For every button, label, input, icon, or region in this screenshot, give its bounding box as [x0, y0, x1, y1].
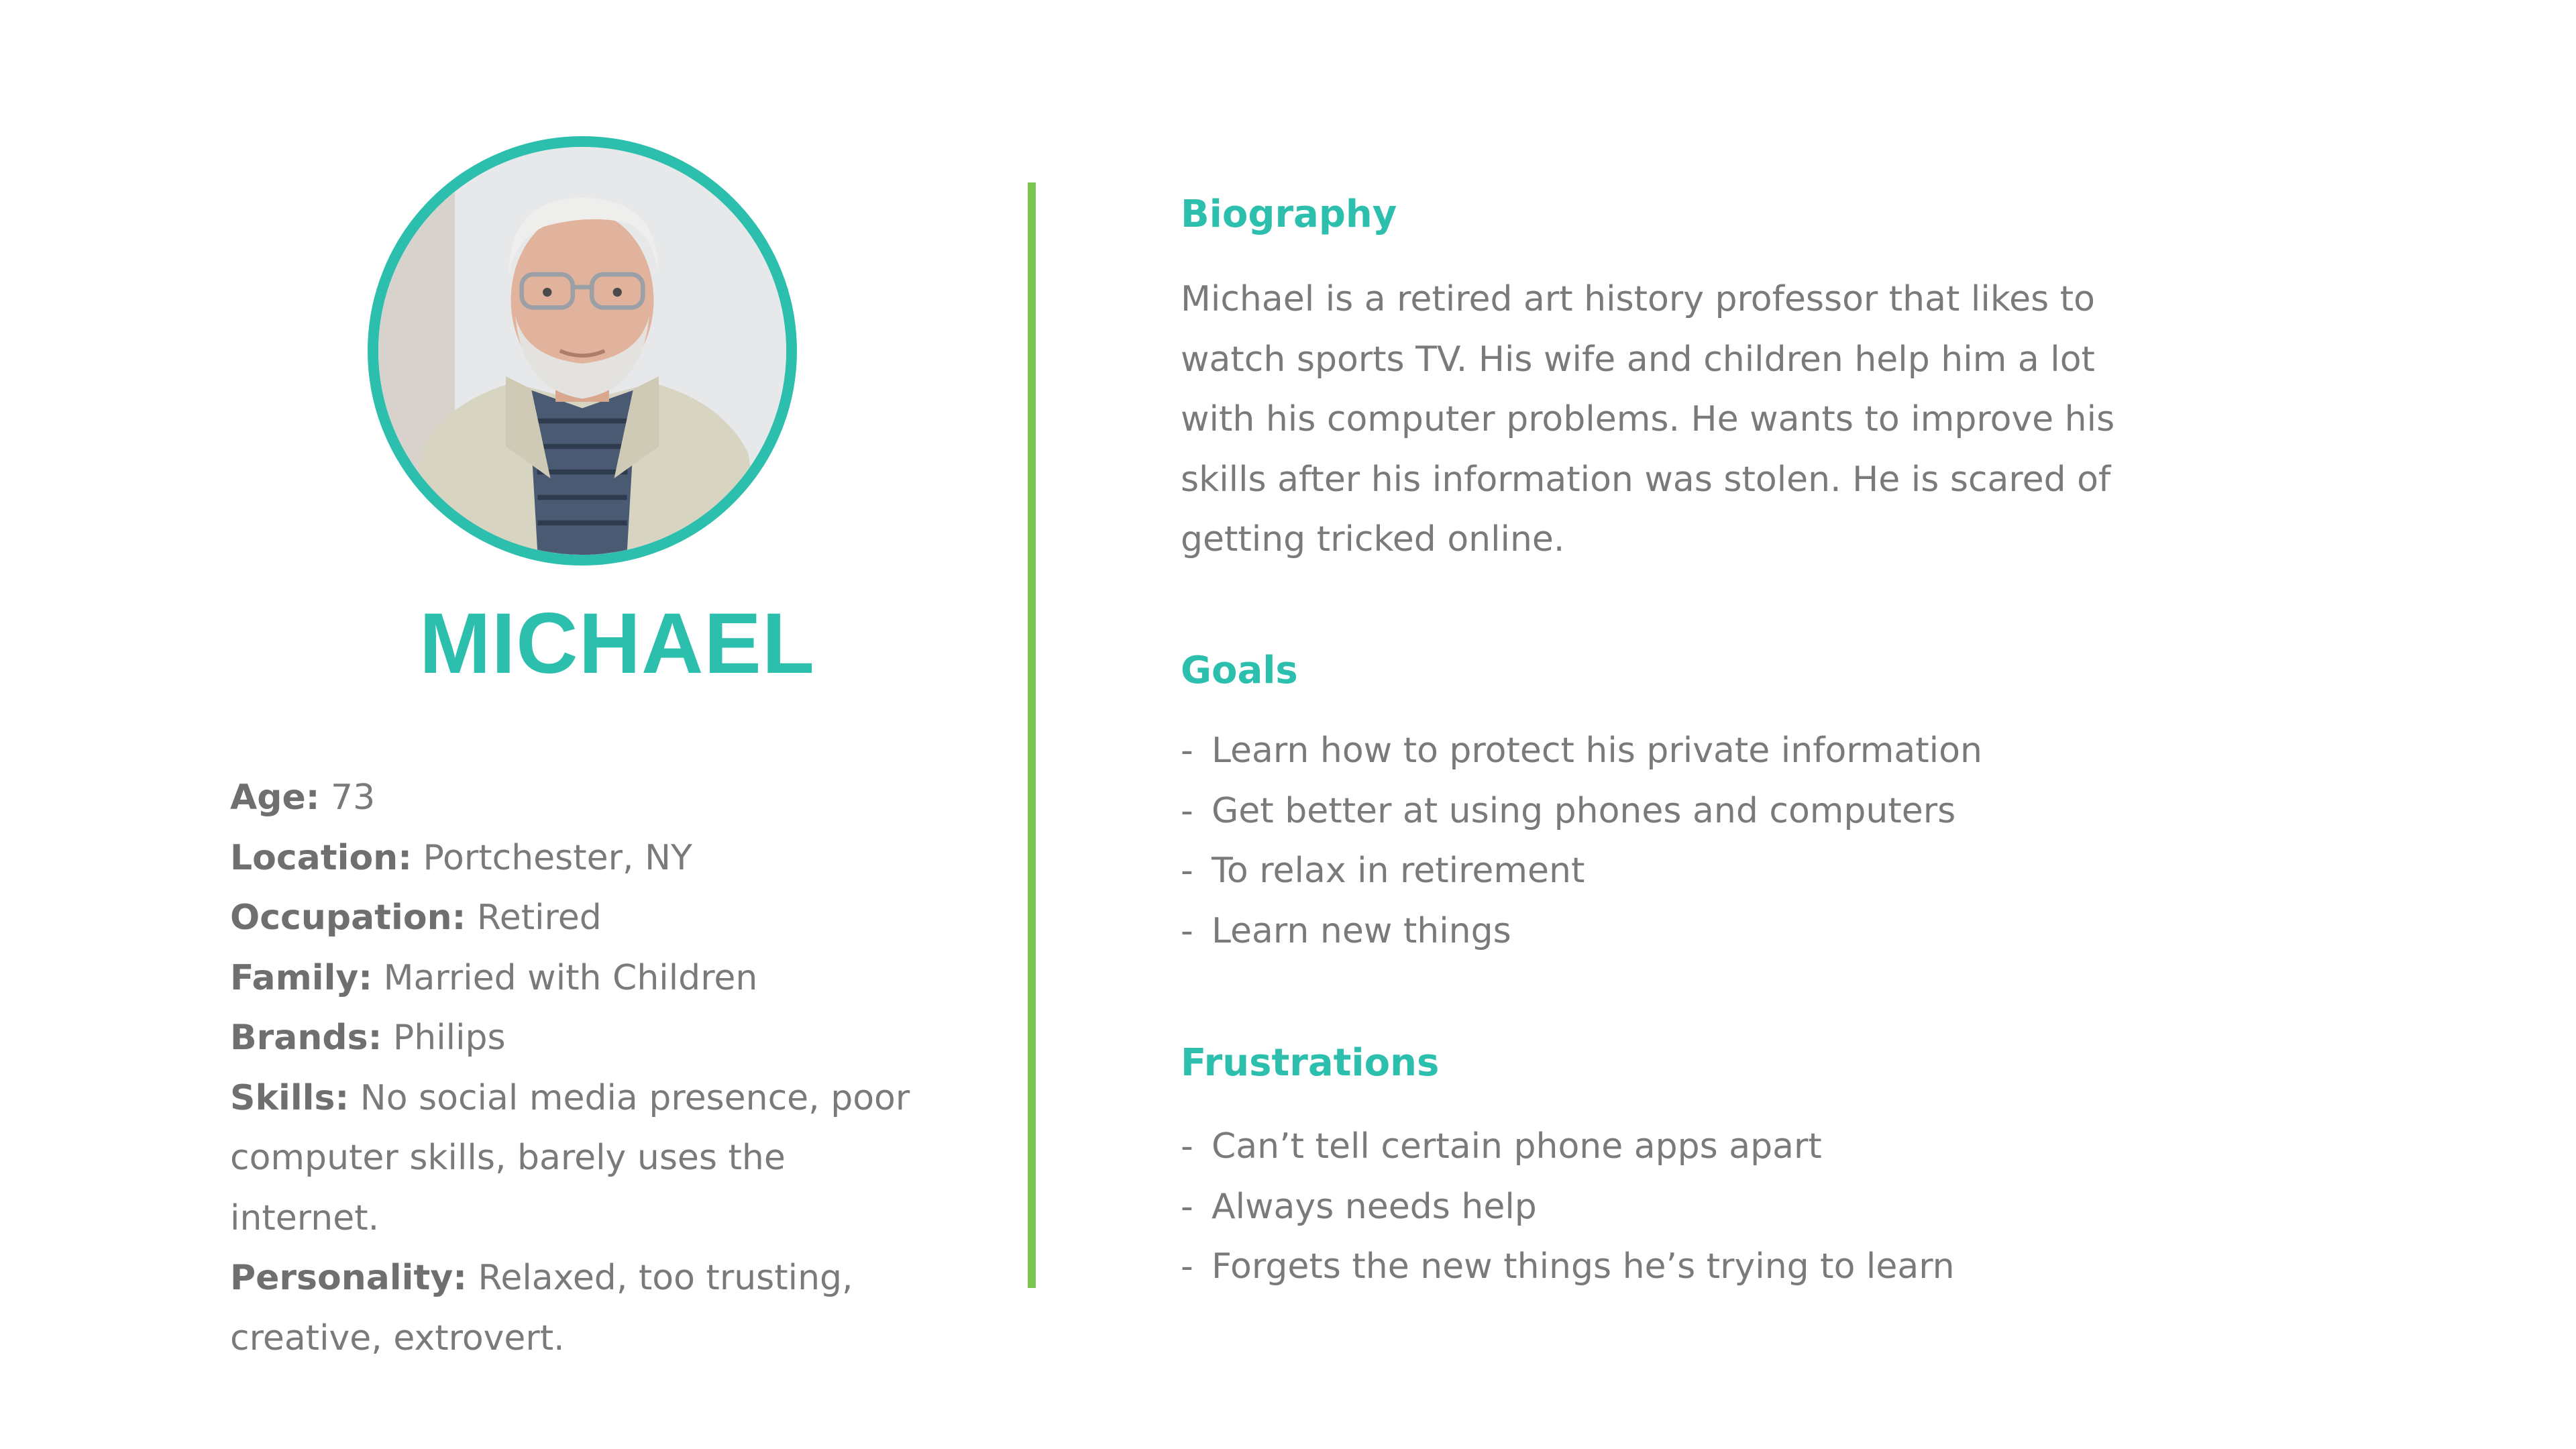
bullet-dash: -: [1181, 1186, 1193, 1227]
fact-label: Location:: [230, 837, 412, 878]
bullet-dash: -: [1181, 851, 1193, 891]
frustrations-list: [1181, 1117, 2254, 1297]
frustration-text: Forgets the new things he’s trying to learn: [1212, 1246, 1955, 1287]
fact-brands: [230, 1008, 934, 1069]
list-item: [1181, 782, 2254, 842]
bullet-dash: -: [1181, 790, 1193, 831]
persona-photo: [368, 136, 797, 566]
fact-label: Brands:: [230, 1018, 382, 1058]
list-item: [1181, 1177, 2254, 1238]
persona-name: MICHAEL: [419, 596, 816, 692]
goal-text: Learn new things: [1212, 910, 1511, 951]
bullet-dash: -: [1181, 731, 1193, 771]
goal-text: To relax in retirement: [1212, 851, 1585, 891]
list-item: [1181, 721, 2254, 782]
fact-label: Skills:: [230, 1077, 350, 1118]
goal-text: Get better at using phones and computers: [1212, 790, 1956, 831]
fact-value: Relaxed, too trusting, creative, extrovert.: [230, 1258, 853, 1358]
frustrations-heading: Frustrations: [1181, 1041, 1440, 1085]
fact-value: 73: [319, 777, 376, 818]
fact-location: [230, 828, 934, 889]
goals-list: [1181, 721, 2254, 961]
biography-text: Michael is a retired art history professor that likes to watch sports TV. His wife and children help him a lot with his computer problems. He wants to improve his skills after his information was stolen. He is scared of getting tricked online.: [1181, 279, 2115, 559]
fact-family: [230, 949, 934, 1009]
fact-value: Retired: [466, 898, 602, 938]
bullet-dash: -: [1181, 910, 1193, 951]
fact-age: [230, 768, 934, 828]
frustration-text: Always needs help: [1212, 1186, 1537, 1227]
fact-label: Occupation:: [230, 898, 466, 938]
fact-label: Family:: [230, 957, 373, 998]
list-item: [1181, 841, 2254, 902]
fact-personality: [230, 1248, 934, 1368]
fact-skills: [230, 1069, 934, 1249]
list-item: [1181, 902, 2254, 962]
fact-label: Age:: [230, 777, 320, 818]
list-item: [1181, 1117, 2254, 1177]
bullet-dash: -: [1181, 1246, 1193, 1287]
fact-value: No social media presence, poor computer skills, barely uses the internet.: [230, 1077, 910, 1238]
goal-text: Learn how to protect his private information: [1212, 731, 1982, 771]
goals-heading: Goals: [1181, 649, 1298, 692]
fact-occupation: [230, 888, 934, 949]
frustration-text: Can’t tell certain phone apps apart: [1212, 1126, 1822, 1167]
biography-heading: Biography: [1181, 193, 1397, 236]
fact-value: Philips: [382, 1018, 506, 1058]
persona-facts: [230, 768, 934, 1368]
fact-value: Married with Children: [372, 957, 758, 998]
fact-label: Personality:: [230, 1258, 468, 1298]
fact-value: Portchester, NY: [412, 837, 692, 878]
list-item: [1181, 1237, 2254, 1297]
vertical-divider: [1028, 182, 1036, 1288]
portrait-illustration: [378, 147, 786, 555]
bullet-dash: -: [1181, 1126, 1193, 1167]
